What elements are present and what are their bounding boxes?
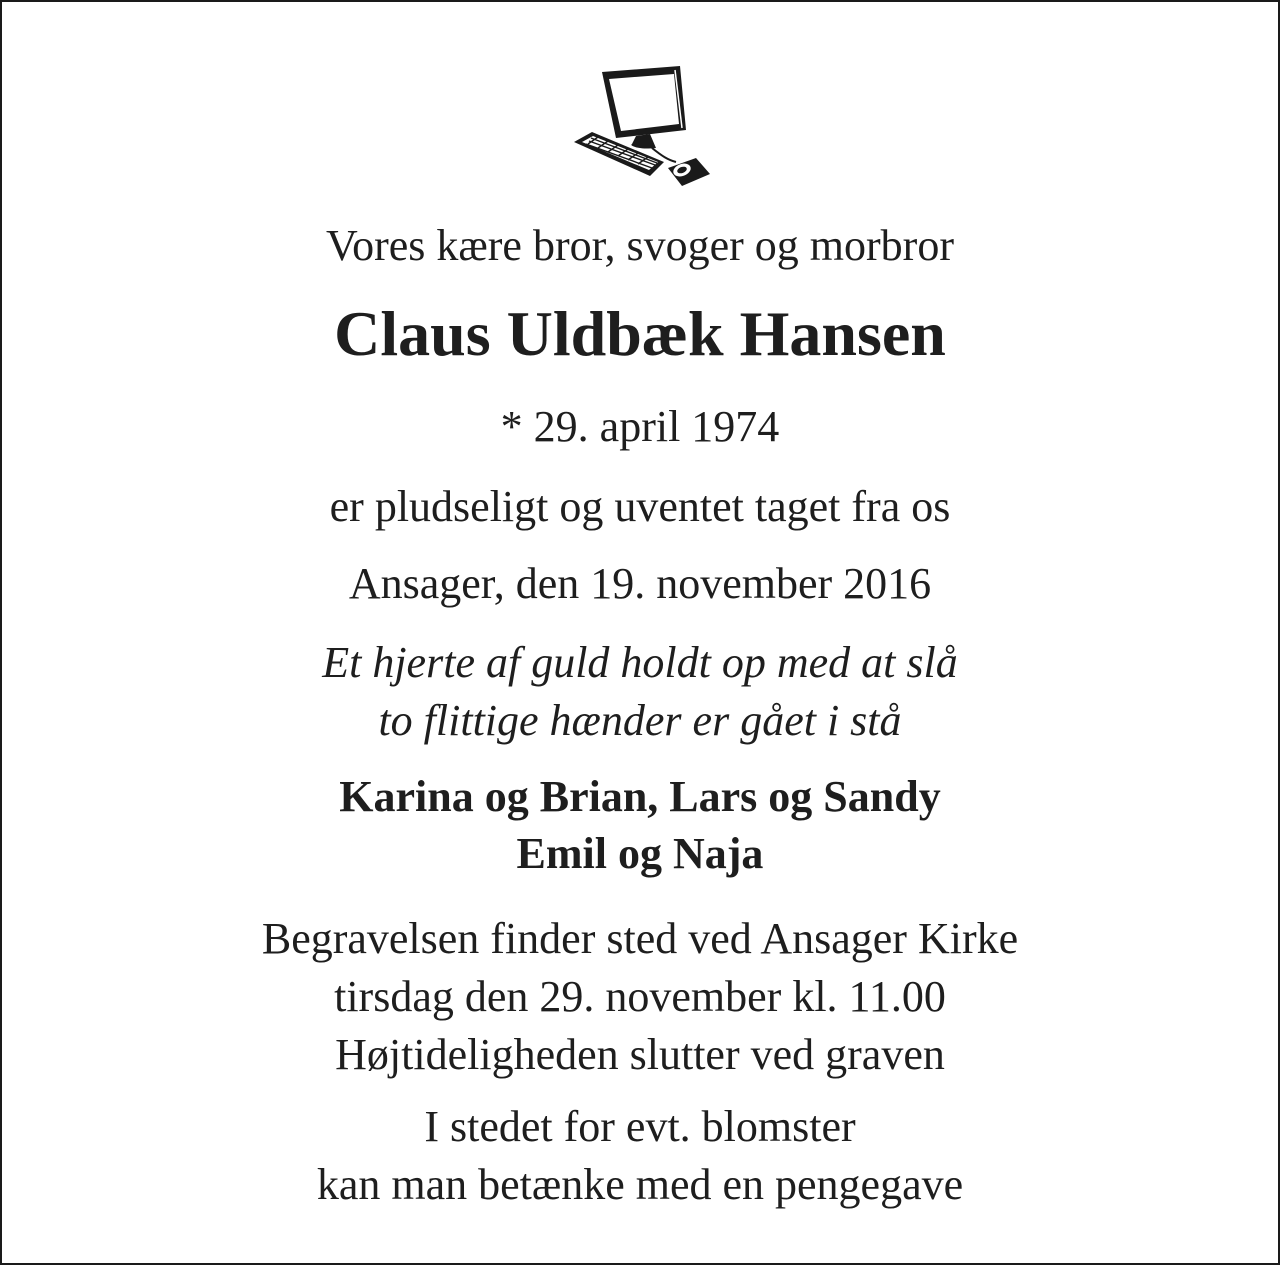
birth-date: * 29. april 1974	[500, 402, 780, 451]
donation-line: kan man betænke med en pengegave	[316, 1160, 964, 1209]
verse-line: to flittige hænder er gået i stå	[378, 696, 902, 745]
mourners-line: Emil og Naja	[516, 829, 764, 878]
mourners-line: Karina og Brian, Lars og Sandy	[339, 772, 941, 821]
funeral-line: Højtideligheden slutter ved graven	[335, 1030, 945, 1079]
intro-line: Vores kære bror, svoger og morbror	[326, 221, 954, 270]
funeral-line: Begravelsen finder sted ved Ansager Kirke	[261, 914, 1019, 963]
place-date: Ansager, den 19. november 2016	[348, 559, 932, 608]
funeral-line: tirsdag den 29. november kl. 11.00	[334, 972, 946, 1021]
deceased-name: Claus Uldbæk Hansen	[334, 298, 946, 369]
passing-line: er pludseligt og uventet taget fra os	[329, 482, 951, 531]
verse-line: Et hjerte af guld holdt op med at slå	[322, 638, 958, 687]
computer-icon	[572, 64, 714, 192]
donation-line: I stedet for evt. blomster	[424, 1102, 856, 1151]
